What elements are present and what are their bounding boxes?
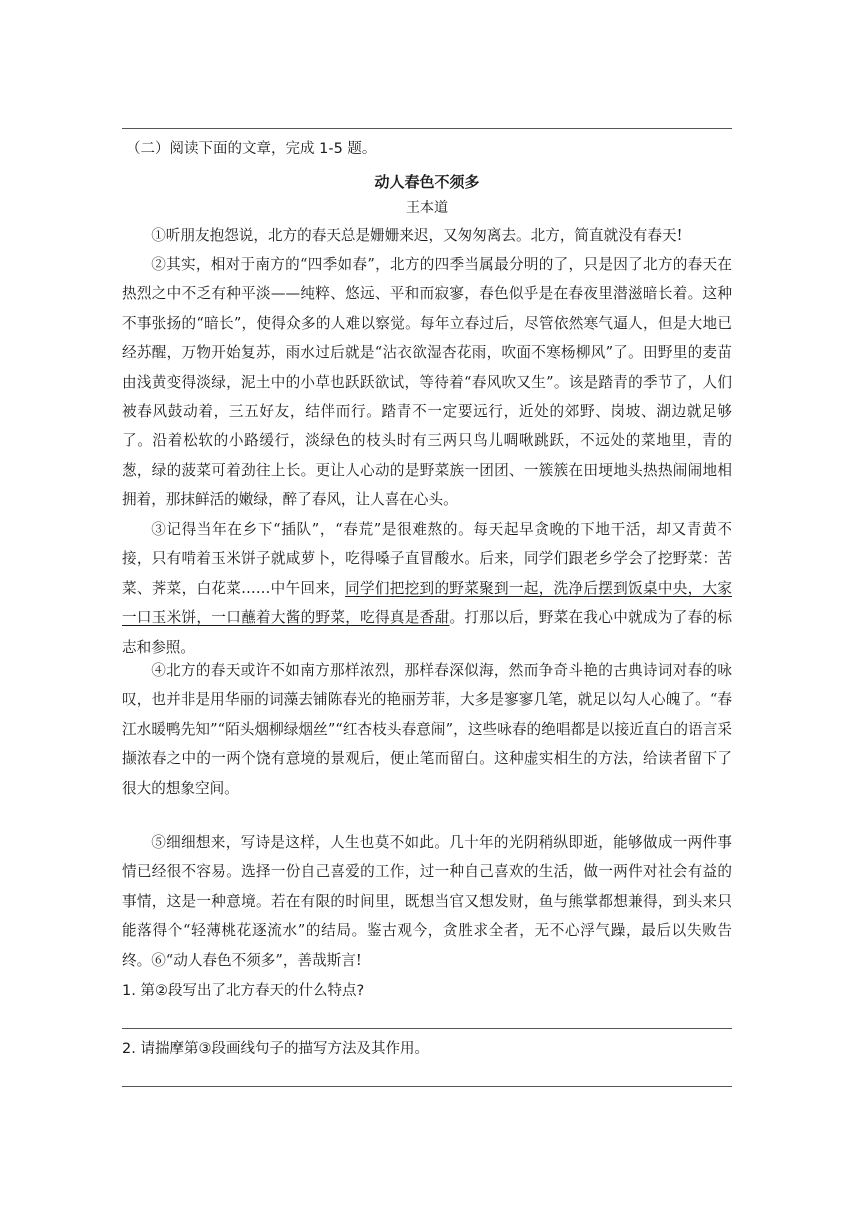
answer-line-1 (122, 1028, 732, 1029)
paragraph-3-text-start: ③记得当年在乡下“插队”，“春荒”是很难熬的。每天起早贪晚的下地干活，却又青黄不接，只有啃着玉米饼子就咸萝卜，吃得嗓子直冒酸水。后来，同学们跟老乡学会了挖野菜：苦菜、荠菜，白花菜……中午回来， (122, 521, 732, 597)
paragraph-1: ①听朋友抱怨说，北方的春天总是姗姗来迟，又匆匆离去。北方，简直就没有春天! (151, 227, 683, 244)
paragraph-4: ④北方的春天或许不如南方那样浓烈，那样春深似海，然而争奇斗艳的古典诗词对春的咏叹，也并非是用华丽的词藻去铺陈春光的艳丽芳菲，大多是寥寥几笔，就足以勾人心魄了。“春江水暖鸭先知”“陌头烟柳绿烟丝”“红杏枝头春意闹”，这些咏春的绝唱都是以接近直白的语言采撷浓春之中的一两个饶有意境的景观后，便止笔而留白。这种虚实相生的方法，给读者留下了很大的想象空间。 (122, 662, 732, 797)
underlined-sentence: 同学们把挖到的野菜聚到一起，洗净后摆到饭桌中央，大家一口玉米饼，一口蘸着大酱的野菜，吃得真是香甜 (122, 579, 732, 627)
question-2: 2. 请揣摩第③段画线句子的描写方法及其作用。 (122, 1041, 429, 1057)
top-rule (122, 128, 732, 129)
paragraph-3 (122, 515, 732, 662)
paragraph-2: ②其实，相对于南方的“四季如春”，北方的四季当属最分明的了，只是因了北方的春天在热烈之中不乏有种平淡——纯粹、悠远、平和而寂寥，春色似乎是在春夜里潜滋暗长着。这种不事张扬的“暗长”，使得众多的人难以察觉。每年立春过后，尽管依然寒气逼人，但是大地已经苏醒，万物开始复苏，雨水过后就是“沾衣欲湿杏花雨，吹面不寒杨柳风”了。田野里的麦苗由浅黄变得淡绿，泥土中的小草也跃跃欲试，等待着“春风吹又生”。该是踏青的季节了，人们被春风鼓动着，三五好友，结伴而行。踏青不一定要远行，近处的郊野、岗坡、湖边就足够了。沿着松软的小路缓行，淡绿色的枝头时有三两只鸟儿啁啾跳跃，不远处的菜地里，青的葱，绿的菠菜可着劲往上长。更让人心动的是野菜族一团团、一簇簇在田埂地头热热闹闹地相拥着，那抹鲜活的嫩绿，醉了春风，让人喜在心头。 (122, 256, 732, 509)
question-1: 1. 第②段写出了北方春天的什么特点? (122, 983, 365, 999)
paragraph-5: ⑤细细想来，写诗是这样，人生也莫不如此。几十年的光阴稍纵即逝，能够做成一两件事情已经很不容易。选择一份自己喜爱的工作，过一种自己喜欢的生活，做一两件对社会有益的事情，这是一种意境。若在有限的时间里，既想当官又想发财，鱼与熊掌都想兼得，到头来只能落得个“轻薄桃花逐流水”的结局。鉴古观今，贪胜求全者，无不心浮气躁，最后以失败告终。 (122, 834, 732, 969)
paragraph-6: ⑥“动人春色不须多”，善哉斯言! (151, 952, 362, 969)
answer-line-2 (122, 1086, 732, 1087)
article-author: 王本道 (406, 200, 448, 216)
paragraph-3-text-end: 。打那以后，野菜在我心中就成为了春的标志和参照。 (122, 609, 732, 656)
section-heading: （二）阅读下面的文章，完成 1-5 题。 (126, 141, 377, 157)
article-title: 动人春色不须多 (374, 173, 480, 191)
